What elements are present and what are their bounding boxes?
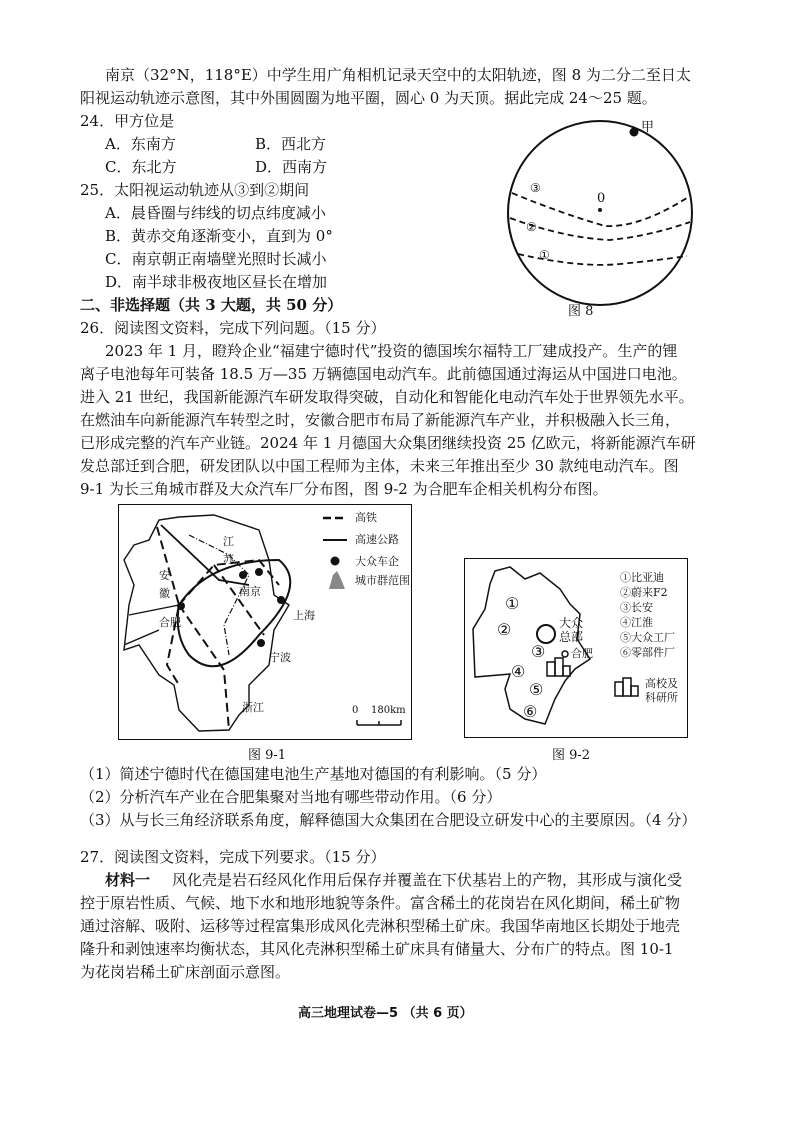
q25-stem: 25．太阳视运动轨迹从③到②期间 xyxy=(80,181,310,199)
q26-stem: 26．阅读图文资料，完成下列问题。（15 分） xyxy=(80,319,386,337)
figure-8-caption: 图 8 xyxy=(568,304,594,319)
label-su: 苏 xyxy=(223,553,234,566)
q25-option-b: B．黄赤交角逐渐变小，直到为 0° xyxy=(105,227,333,245)
path-label-2: ② xyxy=(526,220,537,234)
figure-9-1-map xyxy=(118,504,412,740)
path-label-1: ① xyxy=(539,248,550,262)
marker-1: ① xyxy=(505,594,520,613)
region-outline xyxy=(124,515,289,731)
q25-option-c: C．南京朝正南墙壁光照时长减小 xyxy=(105,250,327,268)
vw-plant-ningbo xyxy=(257,639,265,647)
vw-plant-hefei xyxy=(177,602,185,610)
intro-line-2: 阳视运动轨迹示意图，其中外围圆圈为地平圈，圆心 0 为天顶。据此完成 24～25 题。 xyxy=(80,89,657,107)
legend-changan: ③长安 xyxy=(620,601,653,614)
figure-8-sun-paths xyxy=(490,118,710,318)
section-heading: 二、非选择题（共 3 大题，共 50 分） xyxy=(80,296,343,314)
jia-point xyxy=(630,128,639,137)
zenith-point xyxy=(598,208,602,212)
q27-para-4: 隆升和剥蚀速率均衡状态，其风化壳淋积型稀土矿床具有储量大、分布广的特点。图 10-1 xyxy=(80,940,674,958)
q26-sub-1: （1）简述宁德时代在德国建电池生产基地对德国的有利影响。（5 分） xyxy=(80,765,547,783)
legend-parts-factory: ⑥零部件厂 xyxy=(620,646,675,659)
q25-option-d: D．南半球非极夜地区昼长在增加 xyxy=(105,273,328,291)
vw-plant-shanghai xyxy=(277,596,285,604)
legend-jac: ④江淮 xyxy=(620,616,653,629)
label-jiang: 江 xyxy=(223,535,234,548)
label-ningbo: 宁波 xyxy=(269,651,291,664)
hefei-label: 合肥 xyxy=(571,647,593,660)
legend-vw-symbol xyxy=(331,557,340,566)
label-hefei: 合肥 xyxy=(159,616,181,629)
q24-option-a: A．东南方 xyxy=(105,135,176,153)
legend-edu-1: 高校及 xyxy=(645,677,678,690)
q26-para-7: 9-1 为长三角城市群及大众汽车厂分布图，图 9-2 为合肥车企相关机构分布图。 xyxy=(80,480,608,498)
sun-path-2 xyxy=(510,218,690,240)
scale-zero: 0 xyxy=(352,705,359,716)
q27-para-3: 通过溶解、吸附、运移等过程富集形成风化壳淋积型稀土矿床。我国华南地区长期处于地壳 xyxy=(80,917,681,935)
q24-option-b: B．西北方 xyxy=(255,135,327,153)
intro-line-1: 南京（32°N，118°E）中学生用广角相机记录天空中的太阳轨迹，图 8 为二分二至日太 xyxy=(105,66,691,84)
marker-6: ⑥ xyxy=(523,702,538,721)
q26-sub-3: （3）从与长三角经济联系角度，解释德国大众集团在合肥设立研发中心的主要原因。（4 分） xyxy=(80,811,697,829)
legend-urban-area: 城市群范围 xyxy=(355,574,410,587)
q25-option-a: A．晨昏圈与纬线的切点纬度减小 xyxy=(105,204,326,222)
q27-stem: 27．阅读图文资料，完成下列要求。（15 分） xyxy=(80,848,386,866)
vw-plant-nanjing xyxy=(239,571,247,579)
q27-para-2: 控于原岩性质、气候、地下水和地形地貌等条件。富含稀土的花岗岩在风化期间，稀土矿物 xyxy=(80,894,681,912)
q26-para-5: 已形成完整的汽车产业链。2024 年 1 月德国大众集团继续投资 25 亿欧元，将新能源汽车研 xyxy=(80,434,696,452)
horizon-circle xyxy=(508,121,692,305)
page-footer: 高三地理试卷—5 （共 6 页） xyxy=(298,1006,473,1021)
label-shanghai: 上海 xyxy=(293,609,315,622)
figure-9-1-caption: 图 9-1 xyxy=(248,748,287,763)
q26-para-4: 在燃油车向新能源汽车转型之时，安徽合肥市布局了新能源汽车产业，并积极融入长三角， xyxy=(80,411,681,429)
legend-nio: ②蔚来F2 xyxy=(620,586,668,599)
marker-3: ③ xyxy=(531,642,546,661)
q26-para-3: 进入 21 世纪，我国新能源汽车研发取得突破，自动化和智能化电动汽车处于世界领先水平。 xyxy=(80,388,694,406)
label-nanjing: 南京 xyxy=(239,585,261,598)
marker-5: ⑤ xyxy=(529,680,544,699)
legend-vw-factory: ⑤大众工厂 xyxy=(620,631,675,644)
label-an: 安 xyxy=(159,569,170,582)
q24-option-c: C．东北方 xyxy=(105,158,177,176)
vw-plant-2 xyxy=(255,568,263,576)
jia-label: 甲 xyxy=(641,120,655,135)
q24-option-d: D．西南方 xyxy=(255,158,328,176)
path-label-3: ③ xyxy=(530,181,541,195)
legend-vw: 大众车企 xyxy=(355,555,399,568)
vw-hq-label-1: 大众 xyxy=(559,616,584,630)
figure-9-2-caption: 图 9-2 xyxy=(552,748,591,763)
q26-para-2: 离子电池每年可装备 18.5 万—35 万辆德国电动汽车。此前德国通过海运从中国进口电池。 xyxy=(80,365,687,383)
marker-2: ② xyxy=(497,620,512,639)
q24-stem: 24．甲方位是 xyxy=(80,112,175,130)
q26-para-1: 2023 年 1 月，瞪羚企业“福建宁德时代”投资的德国埃尔福特工厂建成投产。生产的锂 xyxy=(105,342,678,360)
label-hui: 徽 xyxy=(159,587,170,600)
legend-byd: ①比亚迪 xyxy=(620,571,664,584)
legend-urban-area-symbol xyxy=(329,571,345,589)
zenith-label: 0 xyxy=(597,191,606,206)
q26-sub-2: （2）分析汽车产业在合肥集聚对当地有哪些带动作用。（6 分） xyxy=(80,788,502,806)
q27-para-5: 为花岗岩稀土矿床剖面示意图。 xyxy=(80,963,291,981)
scale-distance: 180km xyxy=(371,705,406,716)
legend-hsr: 高铁 xyxy=(355,511,377,524)
figure-9-2-map xyxy=(464,558,688,738)
label-zhejiang: 浙江 xyxy=(242,701,264,714)
legend-edu-2: 科研所 xyxy=(645,691,678,704)
q27-para-1: 风化壳是岩石经风化作用后保存并覆盖在下伏基岩上的产物，其形成与演化受 xyxy=(172,871,683,889)
legend-highway: 高速公路 xyxy=(355,533,399,546)
material-1-label: 材料一 xyxy=(105,871,151,889)
marker-4: ④ xyxy=(511,662,526,681)
vw-hq-label-2: 总部 xyxy=(559,630,584,644)
q26-para-6: 发总部迁到合肥，研发团队以中国工程师为主体，未来三年推出至少 30 款纯电动汽车。图 xyxy=(80,457,679,475)
